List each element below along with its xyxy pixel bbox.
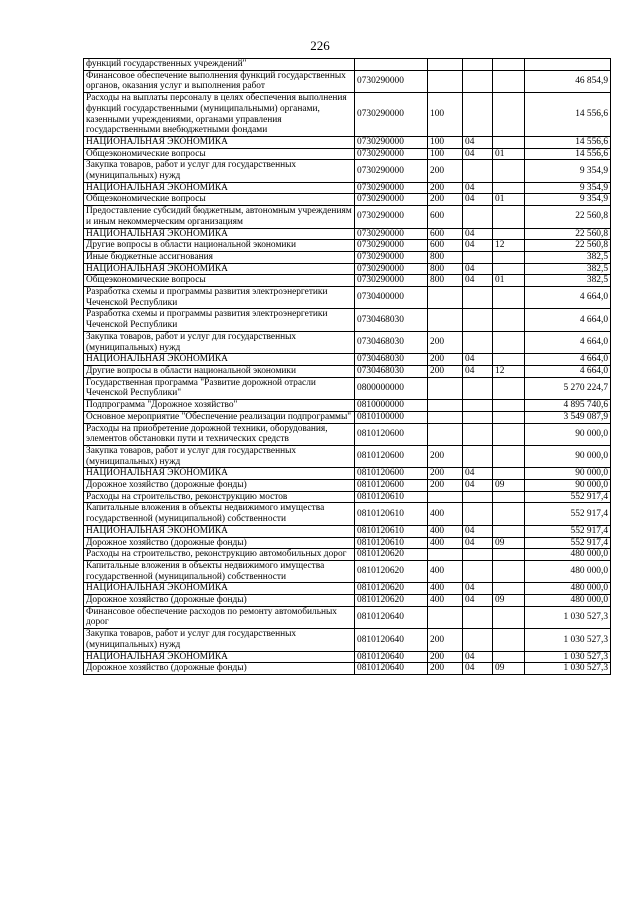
item-name-cell: Расходы на приобретение дорожной техники, оборудования, элементов обстановки пути и технических средств — [84, 423, 355, 445]
amount-cell: 480 000,0 — [525, 560, 611, 582]
target-code-cell: 0810120640 — [355, 651, 428, 663]
item-name-cell: НАЦИОНАЛЬНАЯ ЭКОНОМИКА — [84, 228, 355, 240]
target-code-cell: 0810120620 — [355, 595, 428, 607]
table-row — [84, 251, 611, 263]
item-name-cell: Разработка схемы и программы развития электроэнергетики Чеченской Республики — [84, 309, 355, 331]
table-row — [84, 629, 611, 651]
amount-cell: 9 354,9 — [525, 182, 611, 194]
amount-cell: 14 556,6 — [525, 148, 611, 160]
target-code-cell: 0810100000 — [355, 411, 428, 423]
subsection-cell — [493, 160, 525, 182]
subsection-cell — [493, 59, 525, 71]
target-code-cell: 0730290000 — [355, 182, 428, 194]
expense-type-cell — [428, 70, 463, 92]
target-code-cell: 0730468030 — [355, 354, 428, 366]
target-code-cell: 0810120620 — [355, 549, 428, 561]
table-row — [84, 537, 611, 549]
amount-cell: 90 000,0 — [525, 423, 611, 445]
expense-type-cell: 200 — [428, 445, 463, 467]
subsection-cell — [493, 525, 525, 537]
item-name-cell: НАЦИОНАЛЬНАЯ ЭКОНОМИКА — [84, 354, 355, 366]
table-row — [84, 228, 611, 240]
amount-cell: 552 917,4 — [525, 537, 611, 549]
table-row — [84, 331, 611, 353]
section-cell — [463, 251, 493, 263]
section-cell: 04 — [463, 365, 493, 377]
item-name-cell: Закупка товаров, работ и услуг для государственных (муниципальных) нужд — [84, 160, 355, 182]
table-row — [84, 70, 611, 92]
subsection-cell — [493, 606, 525, 628]
expense-type-cell: 800 — [428, 251, 463, 263]
amount-cell: 9 354,9 — [525, 194, 611, 206]
expense-type-cell: 600 — [428, 228, 463, 240]
item-name-cell: НАЦИОНАЛЬНАЯ ЭКОНОМИКА — [84, 136, 355, 148]
amount-cell: 382,5 — [525, 251, 611, 263]
table-row — [84, 160, 611, 182]
table-row — [84, 365, 611, 377]
amount-cell: 5 270 224,7 — [525, 377, 611, 399]
expense-type-cell — [428, 309, 463, 331]
section-cell — [463, 629, 493, 651]
amount-cell: 382,5 — [525, 275, 611, 287]
target-code-cell: 0730290000 — [355, 228, 428, 240]
subsection-cell: 01 — [493, 275, 525, 287]
section-cell — [463, 309, 493, 331]
expense-type-cell: 200 — [428, 468, 463, 480]
table-row — [84, 136, 611, 148]
table-row — [84, 468, 611, 480]
table-row — [84, 411, 611, 423]
expense-type-cell — [428, 491, 463, 503]
subsection-cell — [493, 549, 525, 561]
target-code-cell: 0810120610 — [355, 525, 428, 537]
target-code-cell: 0810120610 — [355, 537, 428, 549]
subsection-cell — [493, 468, 525, 480]
section-cell: 04 — [463, 240, 493, 252]
amount-cell: 1 030 527,3 — [525, 651, 611, 663]
table-row — [84, 595, 611, 607]
target-code-cell: 0730290000 — [355, 93, 428, 137]
expense-type-cell — [428, 59, 463, 71]
target-code-cell: 0730468030 — [355, 309, 428, 331]
expense-type-cell — [428, 287, 463, 309]
subsection-cell — [493, 411, 525, 423]
target-code-cell: 0800000000 — [355, 377, 428, 399]
expense-type-cell: 400 — [428, 583, 463, 595]
item-name-cell: НАЦИОНАЛЬНАЯ ЭКОНОМИКА — [84, 263, 355, 275]
target-code-cell: 0810120620 — [355, 560, 428, 582]
section-cell — [463, 606, 493, 628]
section-cell — [463, 491, 493, 503]
subsection-cell — [493, 560, 525, 582]
target-code-cell: 0810120640 — [355, 606, 428, 628]
amount-cell: 480 000,0 — [525, 595, 611, 607]
target-code-cell: 0810120600 — [355, 468, 428, 480]
section-cell — [463, 160, 493, 182]
expense-type-cell: 200 — [428, 480, 463, 492]
subsection-cell — [493, 251, 525, 263]
subsection-cell — [493, 423, 525, 445]
target-code-cell: 0730290000 — [355, 263, 428, 275]
subsection-cell: 09 — [493, 480, 525, 492]
amount-cell: 552 917,4 — [525, 503, 611, 525]
amount-cell: 382,5 — [525, 263, 611, 275]
table-row — [84, 275, 611, 287]
target-code-cell: 0810120620 — [355, 583, 428, 595]
expense-type-cell: 800 — [428, 275, 463, 287]
subsection-cell — [493, 354, 525, 366]
section-cell — [463, 70, 493, 92]
subsection-cell — [493, 400, 525, 412]
item-name-cell: функций государственных учреждений" — [84, 59, 355, 71]
subsection-cell — [493, 309, 525, 331]
table-row — [84, 148, 611, 160]
expense-type-cell: 200 — [428, 663, 463, 675]
section-cell: 04 — [463, 525, 493, 537]
target-code-cell: 0730290000 — [355, 194, 428, 206]
target-code-cell: 0810000000 — [355, 400, 428, 412]
item-name-cell: Финансовое обеспечение расходов по ремонту автомобильных дорог — [84, 606, 355, 628]
target-code-cell: 0730290000 — [355, 251, 428, 263]
target-code-cell: 0730290000 — [355, 160, 428, 182]
section-cell: 04 — [463, 136, 493, 148]
item-name-cell: Расходы на строительство, реконструкцию автомобильных дорог — [84, 549, 355, 561]
target-code-cell: 0810120610 — [355, 503, 428, 525]
amount-cell — [525, 59, 611, 71]
table-row — [84, 583, 611, 595]
expense-type-cell: 600 — [428, 240, 463, 252]
item-name-cell: Закупка товаров, работ и услуг для государственных (муниципальных) нужд — [84, 629, 355, 651]
target-code-cell: 0730290000 — [355, 136, 428, 148]
table-row — [84, 663, 611, 675]
item-name-cell: Иные бюджетные ассигнования — [84, 251, 355, 263]
amount-cell: 22 560,8 — [525, 228, 611, 240]
item-name-cell: НАЦИОНАЛЬНАЯ ЭКОНОМИКА — [84, 651, 355, 663]
item-name-cell: Основное мероприятие "Обеспечение реализации подпрограммы" — [84, 411, 355, 423]
target-code-cell: 0810120640 — [355, 663, 428, 675]
subsection-cell — [493, 228, 525, 240]
section-cell: 04 — [463, 194, 493, 206]
item-name-cell: Финансовое обеспечение выполнения функций государственных органов, оказания услуг и выполнения работ — [84, 70, 355, 92]
amount-cell: 4 664,0 — [525, 331, 611, 353]
expense-type-cell: 400 — [428, 595, 463, 607]
amount-cell: 22 560,8 — [525, 206, 611, 228]
section-cell — [463, 331, 493, 353]
amount-cell: 4 664,0 — [525, 365, 611, 377]
item-name-cell: Закупка товаров, работ и услуг для государственных (муниципальных) нужд — [84, 445, 355, 467]
expense-type-cell: 100 — [428, 136, 463, 148]
table-row — [84, 560, 611, 582]
expense-type-cell — [428, 400, 463, 412]
subsection-cell: 01 — [493, 148, 525, 160]
target-code-cell: 0810120610 — [355, 491, 428, 503]
table-row — [84, 606, 611, 628]
budget-table-body — [84, 59, 611, 675]
amount-cell: 3 549 087,9 — [525, 411, 611, 423]
expense-type-cell — [428, 411, 463, 423]
item-name-cell: Предоставление субсидий бюджетным, автономным учреждениям и иным некоммерческим организациям — [84, 206, 355, 228]
section-cell: 04 — [463, 275, 493, 287]
target-code-cell: 0730290000 — [355, 70, 428, 92]
expense-type-cell — [428, 549, 463, 561]
subsection-cell — [493, 182, 525, 194]
target-code-cell: 0730290000 — [355, 240, 428, 252]
expense-type-cell: 800 — [428, 263, 463, 275]
table-row — [84, 445, 611, 467]
subsection-cell — [493, 503, 525, 525]
item-name-cell: Закупка товаров, работ и услуг для государственных (муниципальных) нужд — [84, 331, 355, 353]
expense-type-cell: 600 — [428, 206, 463, 228]
item-name-cell: Дорожное хозяйство (дорожные фонды) — [84, 663, 355, 675]
amount-cell: 22 560,8 — [525, 240, 611, 252]
table-row — [84, 480, 611, 492]
expense-type-cell: 400 — [428, 503, 463, 525]
table-row — [84, 240, 611, 252]
subsection-cell — [493, 445, 525, 467]
expense-type-cell — [428, 423, 463, 445]
expense-type-cell: 400 — [428, 560, 463, 582]
target-code-cell: 0810120600 — [355, 423, 428, 445]
expense-type-cell: 200 — [428, 182, 463, 194]
subsection-cell: 09 — [493, 537, 525, 549]
amount-cell: 480 000,0 — [525, 549, 611, 561]
amount-cell: 1 030 527,3 — [525, 606, 611, 628]
target-code-cell: 0730290000 — [355, 275, 428, 287]
amount-cell: 90 000,0 — [525, 480, 611, 492]
item-name-cell: НАЦИОНАЛЬНАЯ ЭКОНОМИКА — [84, 182, 355, 194]
amount-cell: 1 030 527,3 — [525, 663, 611, 675]
table-row — [84, 651, 611, 663]
expense-type-cell: 200 — [428, 651, 463, 663]
amount-cell: 4 664,0 — [525, 354, 611, 366]
amount-cell: 14 556,6 — [525, 136, 611, 148]
amount-cell: 552 917,4 — [525, 525, 611, 537]
section-cell — [463, 377, 493, 399]
table-row — [84, 400, 611, 412]
item-name-cell: НАЦИОНАЛЬНАЯ ЭКОНОМИКА — [84, 468, 355, 480]
expense-type-cell: 200 — [428, 194, 463, 206]
section-cell: 04 — [463, 583, 493, 595]
item-name-cell: НАЦИОНАЛЬНАЯ ЭКОНОМИКА — [84, 583, 355, 595]
target-code-cell: 0730290000 — [355, 148, 428, 160]
expense-type-cell: 200 — [428, 354, 463, 366]
page-number: 226 — [310, 38, 330, 53]
section-cell — [463, 59, 493, 71]
section-cell — [463, 445, 493, 467]
target-code-cell — [355, 59, 428, 71]
budget-table — [83, 58, 611, 675]
item-name-cell: НАЦИОНАЛЬНАЯ ЭКОНОМИКА — [84, 525, 355, 537]
subsection-cell — [493, 629, 525, 651]
expense-type-cell: 200 — [428, 160, 463, 182]
item-name-cell: Государственная программа "Развитие дорожной отрасли Чеченской Республики" — [84, 377, 355, 399]
subsection-cell — [493, 136, 525, 148]
section-cell — [463, 560, 493, 582]
subsection-cell — [493, 263, 525, 275]
item-name-cell: Разработка схемы и программы развития электроэнергетики Чеченской Республики — [84, 287, 355, 309]
target-code-cell: 0810120640 — [355, 629, 428, 651]
section-cell — [463, 400, 493, 412]
target-code-cell: 0810120600 — [355, 480, 428, 492]
section-cell: 04 — [463, 468, 493, 480]
target-code-cell: 0730468030 — [355, 331, 428, 353]
item-name-cell: Общеэкономические вопросы — [84, 275, 355, 287]
subsection-cell — [493, 331, 525, 353]
subsection-cell: 09 — [493, 595, 525, 607]
amount-cell: 4 664,0 — [525, 287, 611, 309]
section-cell: 04 — [463, 537, 493, 549]
subsection-cell — [493, 287, 525, 309]
item-name-cell: Дорожное хозяйство (дорожные фонды) — [84, 537, 355, 549]
table-row — [84, 549, 611, 561]
table-row — [84, 182, 611, 194]
item-name-cell: Капитальные вложения в объекты недвижимого имущества государственной (муниципальной) собственности — [84, 503, 355, 525]
target-code-cell: 0730400000 — [355, 287, 428, 309]
amount-cell: 90 000,0 — [525, 445, 611, 467]
table-row — [84, 309, 611, 331]
amount-cell: 1 030 527,3 — [525, 629, 611, 651]
subsection-cell: 09 — [493, 663, 525, 675]
table-row — [84, 503, 611, 525]
item-name-cell: Подпрограмма "Дорожное хозяйство" — [84, 400, 355, 412]
subsection-cell — [493, 377, 525, 399]
section-cell: 04 — [463, 663, 493, 675]
item-name-cell: Расходы на выплаты персоналу в целях обеспечения выполнения функций государственными (муниципальными) органами, казенными учреждениями, органами управления государственными внебюджетными фондами — [84, 93, 355, 137]
section-cell: 04 — [463, 263, 493, 275]
subsection-cell — [493, 206, 525, 228]
subsection-cell — [493, 491, 525, 503]
expense-type-cell — [428, 377, 463, 399]
table-row — [84, 59, 611, 71]
amount-cell: 9 354,9 — [525, 160, 611, 182]
table-row — [84, 263, 611, 275]
section-cell — [463, 206, 493, 228]
expense-type-cell: 200 — [428, 365, 463, 377]
item-name-cell: Другие вопросы в области национальной экономики — [84, 365, 355, 377]
subsection-cell: 12 — [493, 365, 525, 377]
expense-type-cell: 400 — [428, 537, 463, 549]
table-row — [84, 287, 611, 309]
amount-cell: 4 895 740,6 — [525, 400, 611, 412]
expense-type-cell — [428, 606, 463, 628]
section-cell: 04 — [463, 480, 493, 492]
table-row — [84, 93, 611, 137]
section-cell: 04 — [463, 354, 493, 366]
subsection-cell — [493, 70, 525, 92]
table-row — [84, 354, 611, 366]
expense-type-cell: 100 — [428, 148, 463, 160]
section-cell: 04 — [463, 651, 493, 663]
section-cell — [463, 503, 493, 525]
item-name-cell: Дорожное хозяйство (дорожные фонды) — [84, 595, 355, 607]
table-row — [84, 423, 611, 445]
amount-cell: 480 000,0 — [525, 583, 611, 595]
subsection-cell — [493, 651, 525, 663]
item-name-cell: Расходы на строительство, реконструкцию мостов — [84, 491, 355, 503]
section-cell — [463, 411, 493, 423]
subsection-cell: 12 — [493, 240, 525, 252]
amount-cell: 4 664,0 — [525, 309, 611, 331]
section-cell — [463, 287, 493, 309]
section-cell: 04 — [463, 228, 493, 240]
section-cell — [463, 423, 493, 445]
item-name-cell: Другие вопросы в области национальной экономики — [84, 240, 355, 252]
table-row — [84, 206, 611, 228]
item-name-cell: Общеэкономические вопросы — [84, 194, 355, 206]
section-cell: 04 — [463, 182, 493, 194]
amount-cell: 90 000,0 — [525, 468, 611, 480]
section-cell: 04 — [463, 595, 493, 607]
table-row — [84, 194, 611, 206]
amount-cell: 14 556,6 — [525, 93, 611, 137]
target-code-cell: 0730290000 — [355, 206, 428, 228]
target-code-cell: 0810120600 — [355, 445, 428, 467]
subsection-cell — [493, 583, 525, 595]
item-name-cell: Дорожное хозяйство (дорожные фонды) — [84, 480, 355, 492]
section-cell: 04 — [463, 148, 493, 160]
expense-type-cell: 400 — [428, 525, 463, 537]
expense-type-cell: 100 — [428, 93, 463, 137]
subsection-cell — [493, 93, 525, 137]
table-row — [84, 377, 611, 399]
section-cell — [463, 549, 493, 561]
item-name-cell: Капитальные вложения в объекты недвижимого имущества государственной (муниципальной) собственности — [84, 560, 355, 582]
target-code-cell: 0730468030 — [355, 365, 428, 377]
amount-cell: 46 854,9 — [525, 70, 611, 92]
table-row — [84, 525, 611, 537]
amount-cell: 552 917,4 — [525, 491, 611, 503]
expense-type-cell: 200 — [428, 331, 463, 353]
section-cell — [463, 93, 493, 137]
table-row — [84, 491, 611, 503]
item-name-cell: Общеэкономические вопросы — [84, 148, 355, 160]
expense-type-cell: 200 — [428, 629, 463, 651]
subsection-cell: 01 — [493, 194, 525, 206]
